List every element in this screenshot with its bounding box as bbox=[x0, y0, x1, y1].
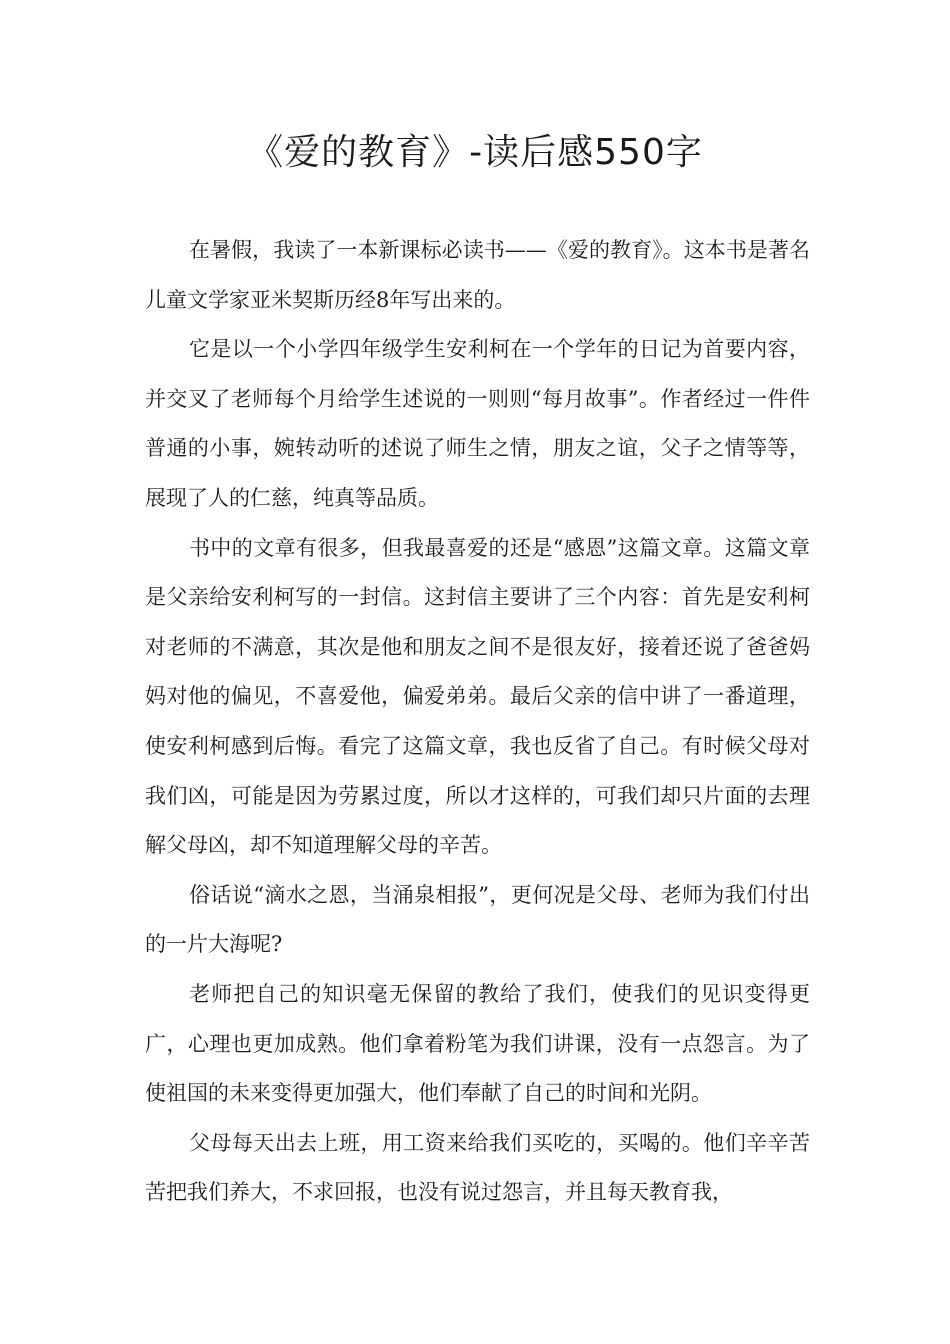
paragraph: 父母每天出去上班，用工资来给我们买吃的，买喝的。他们辛辛苦苦把我们养大，不求回报，也没有说过怨言，并且每天教育我， bbox=[145, 1130, 810, 1205]
paragraph: 在暑假，我读了一本新课标必读书——《爱的教育》。这本书是著名儿童文学家亚米契斯历经8年写出来的。 bbox=[145, 238, 810, 312]
document-body bbox=[145, 226, 810, 1218]
paragraph: 老师把自己的知识毫无保留的教给了我们，使我们的见识变得更广，心理也更加成熟。他们拿着粉笔为我们讲课，没有一点怨言。为了使祖国的未来变得更加强大，他们奉献了自己的时间和光阴。 bbox=[145, 981, 810, 1106]
paragraph: 俗话说“滴水之恩，当涌泉相报”，更何况是父母、老师为我们付出的一片大海呢? bbox=[145, 882, 810, 957]
paragraph: 书中的文章有很多，但我最喜爱的还是“感恩”这篇文章。这篇文章是父亲给安利柯写的一封信。这封信主要讲了三个内容：首先是安利柯对老师的不满意，其次是他和朋友之间不是很友好，接着还说了爸爸妈妈对他的偏见，不喜爱他，偏爱弟弟。最后父亲的信中讲了一番道理，使安利柯感到后悔。看完了这篇文章，我也反省了自己。有时候父母对我们凶，可能是因为劳累过度，所以才这样的，可我们却只片面的去理解父母凶，却不知道理解父母的辛苦。 bbox=[145, 535, 810, 858]
paragraph: 它是以一个小学四年级学生安利柯在一个学年的日记为首要内容，并交叉了老师每个月给学生述说的一则则“每月故事”。作者经过一件件普通的小事，婉转动听的述说了师生之情，朋友之谊，父子之情等等，展现了人的仁慈，纯真等品质。 bbox=[145, 337, 810, 510]
document-title: 《爱的教育》-读后感550字 bbox=[247, 132, 703, 173]
